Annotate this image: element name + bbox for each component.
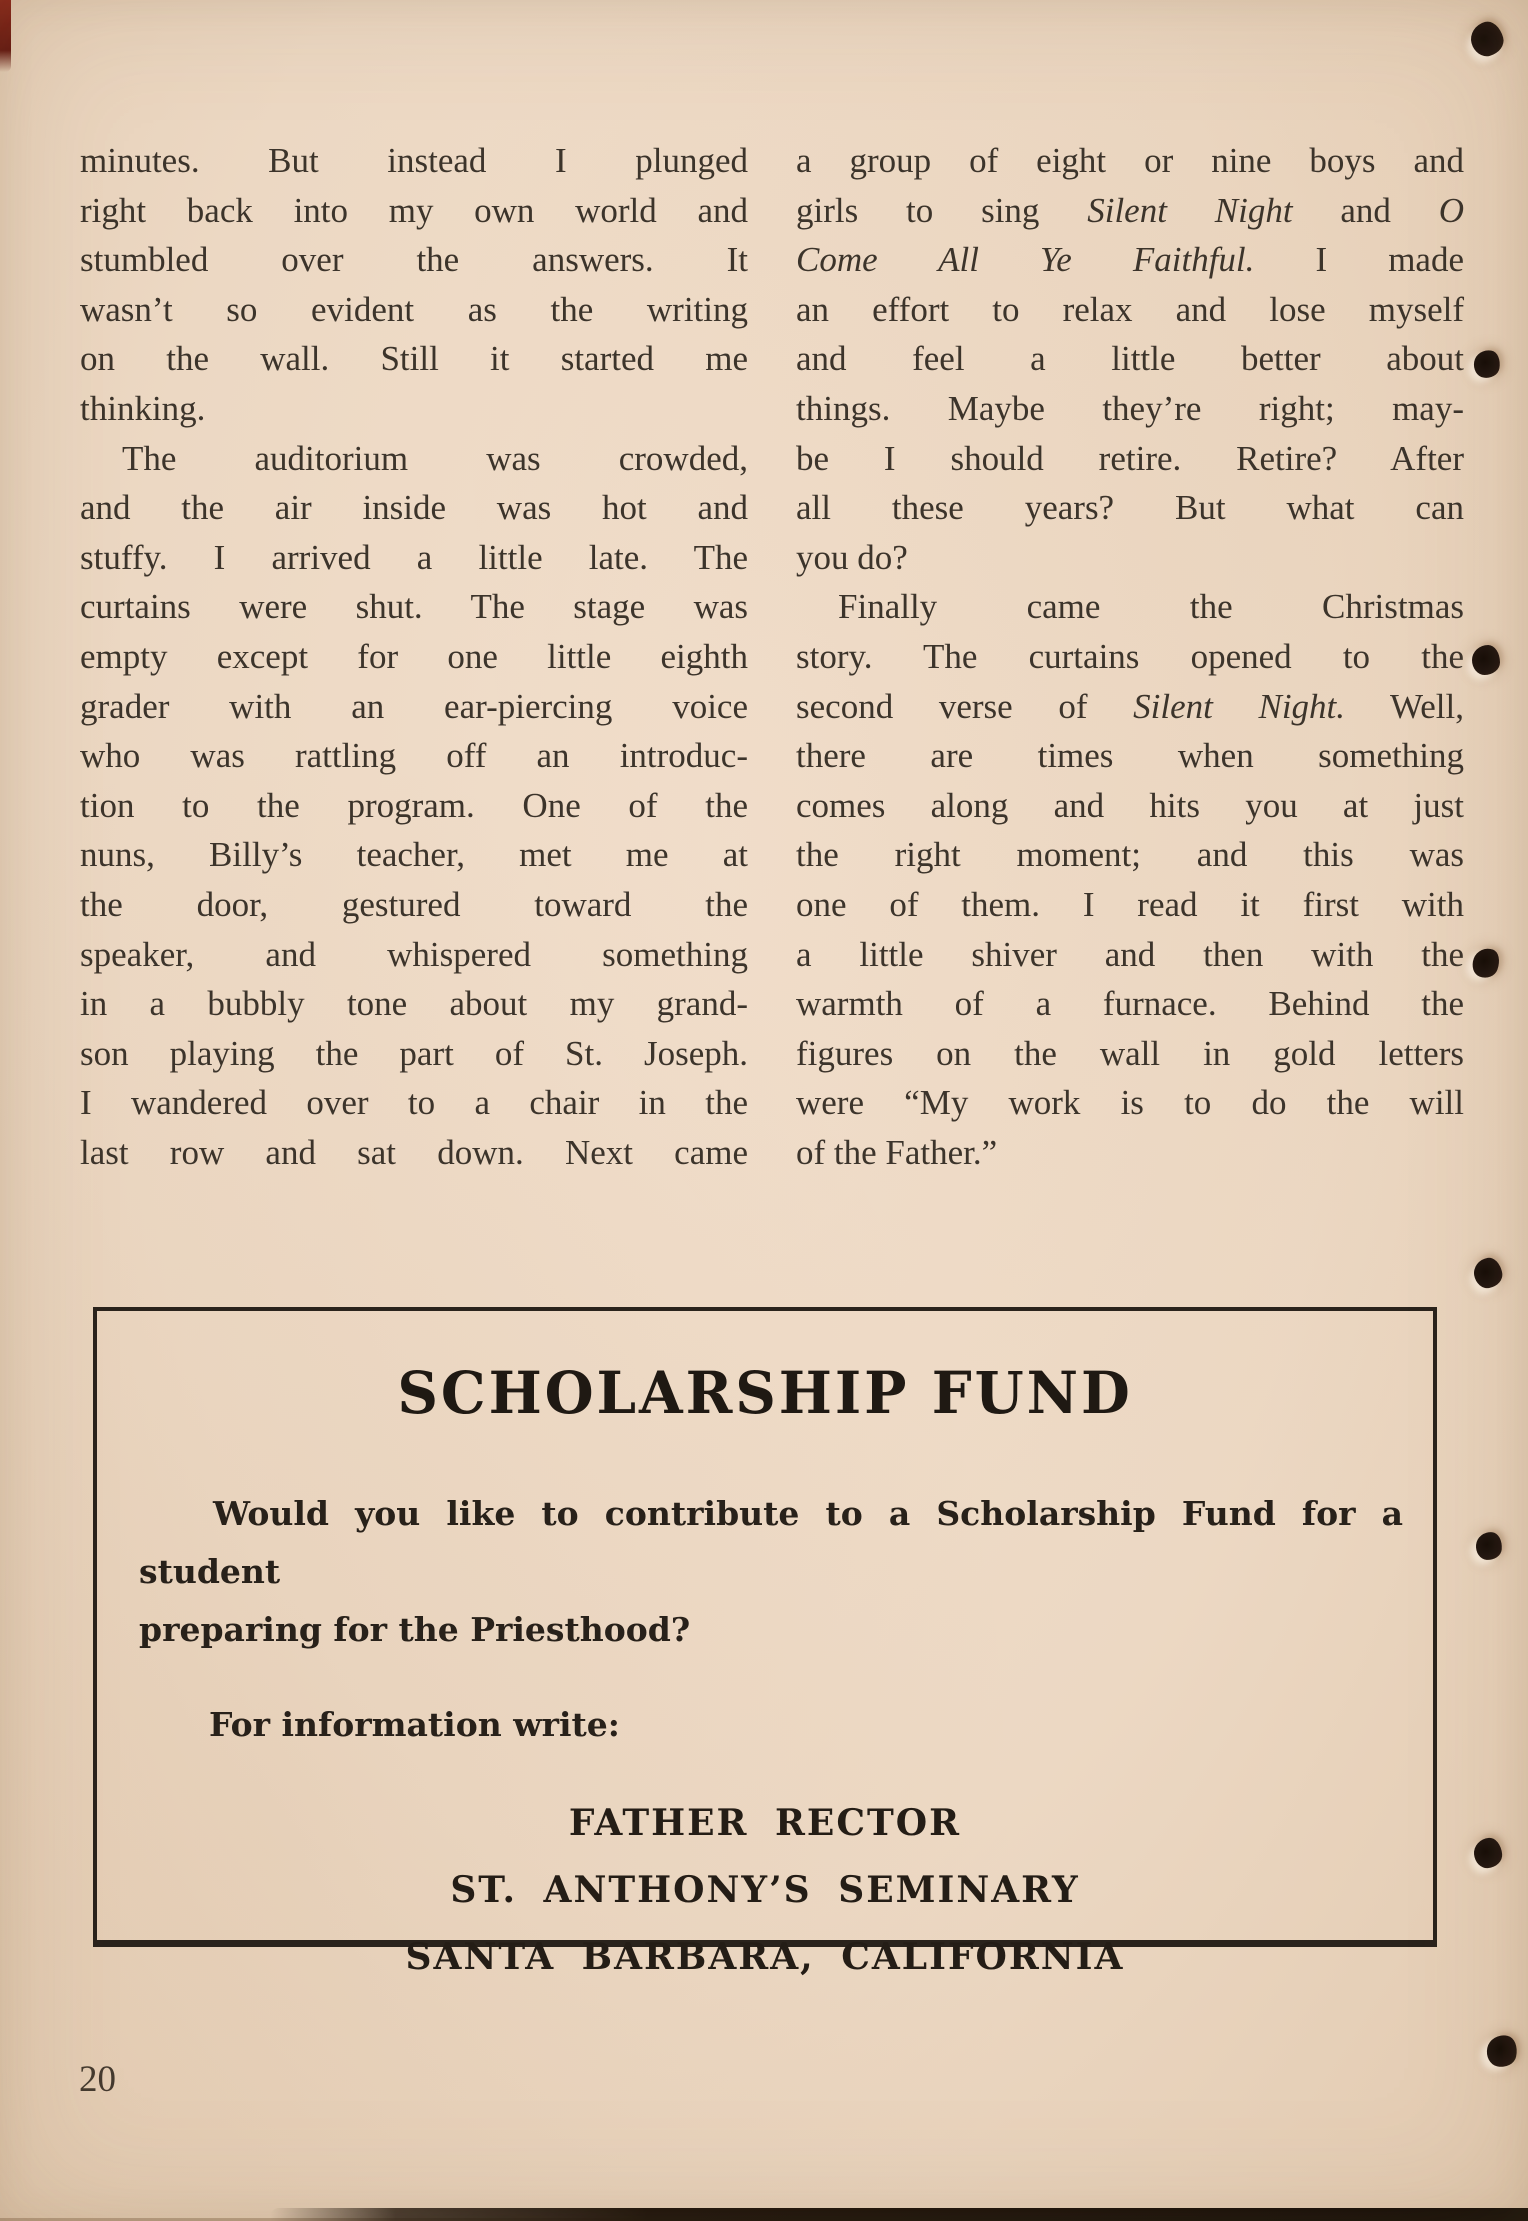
text-segment: second verse of (796, 686, 1134, 726)
italic-text-segment: Silent Night. (1133, 686, 1346, 726)
text-segment: The auditorium was crowded, (122, 438, 748, 478)
text-segment: right back into my own world and (80, 190, 748, 230)
text-segment: the door, gestured toward the (80, 884, 748, 924)
text-segment: wasn’t so evident as the writing (80, 289, 748, 329)
text-segment: and feel a little better about (796, 339, 1464, 379)
ad-address-city: SANTA BARBARA, CALIFORNIA (405, 1936, 1125, 1978)
ad-address-block (97, 1790, 1433, 1991)
text-line (796, 533, 1464, 583)
text-line (80, 285, 748, 335)
text-line (796, 334, 1464, 384)
italic-text-segment: O (1438, 190, 1464, 230)
text-line (796, 1029, 1464, 1079)
text-line (80, 483, 748, 533)
text-segment: and (1292, 190, 1439, 230)
ad-info-label: For information write: (209, 1705, 620, 1744)
text-line (796, 483, 1464, 533)
text-line (796, 384, 1464, 434)
article-column-right (796, 136, 1464, 1177)
binding-hole-mark (1472, 1256, 1505, 1290)
text-segment: a group of eight or nine boys and (796, 141, 1464, 180)
scan-edge-artifact (0, 0, 11, 72)
text-line (796, 781, 1464, 831)
binding-hole-mark (1469, 944, 1504, 981)
text-line (80, 781, 748, 831)
text-line (796, 582, 1464, 632)
text-segment: the right moment; and this was (796, 835, 1464, 875)
text-segment: I wandered over to a chair in the (80, 1083, 748, 1123)
text-segment: minutes. But instead I plunged (80, 141, 748, 180)
text-segment: of the Father.” (796, 1132, 998, 1172)
ad-address-seminary: ST. ANTHONY’S SEMINARY (450, 1869, 1080, 1911)
italic-text-segment: Come All Ye Faithful. (796, 240, 1255, 280)
text-segment: on the wall. Still it started me (80, 339, 748, 379)
text-line (796, 731, 1464, 781)
text-line (796, 930, 1464, 980)
text-line (80, 682, 748, 732)
text-segment: preparing for the Priesthood? (139, 1610, 691, 1649)
text-line (80, 434, 748, 484)
text-line (796, 186, 1464, 236)
text-segment: be I should retire. Retire? After (796, 438, 1464, 478)
text-line (80, 533, 748, 583)
text-line (796, 136, 1464, 186)
binding-hole-mark (1472, 645, 1500, 675)
italic-text-segment: Silent Night (1087, 190, 1293, 230)
text-line (796, 830, 1464, 880)
text-segment: son playing the part of St. Joseph. (80, 1033, 748, 1073)
scholarship-ad-box (93, 1307, 1437, 1978)
text-segment: warmth of a furnace. Behind the (796, 984, 1464, 1024)
text-segment: all these years? But what can (796, 488, 1464, 528)
text-line (80, 1078, 748, 1128)
text-line (796, 632, 1464, 682)
text-line (80, 731, 748, 781)
binding-hole-mark (1484, 2032, 1520, 2070)
text-line (796, 235, 1464, 285)
text-segment: Finally came the Christmas (838, 587, 1464, 627)
text-segment: were “My work is to do the will (796, 1083, 1464, 1123)
text-line (80, 930, 748, 980)
text-segment: things. Maybe they’re right; may- (796, 388, 1464, 428)
text-line (80, 384, 748, 434)
text-line (80, 136, 748, 186)
text-segment: in a bubbly tone about my grand- (80, 984, 748, 1024)
text-segment: who was rattling off an introduc- (80, 736, 748, 776)
text-segment: figures on the wall in gold letters (796, 1033, 1464, 1073)
text-line (80, 334, 748, 384)
text-segment: there are times when something (796, 736, 1464, 776)
text-line (796, 880, 1464, 930)
page-number: 20 (79, 2059, 116, 2100)
binding-hole-mark (1472, 348, 1502, 380)
text-line (796, 1078, 1464, 1128)
text-segment: I made (1254, 240, 1464, 280)
binding-hole-mark (1467, 18, 1507, 59)
text-segment: a little shiver and then with the (796, 934, 1464, 974)
text-segment: tion to the program. One of the (80, 785, 748, 825)
ad-address-name: FATHER RECTOR (568, 1802, 962, 1844)
text-line (796, 1128, 1464, 1178)
scan-bottom-shadow (270, 2208, 1528, 2221)
text-segment: and the air inside was hot and (80, 488, 748, 528)
text-line (80, 582, 748, 632)
text-line (80, 186, 748, 236)
text-line (80, 632, 748, 682)
text-segment: empty except for one little eighth (80, 636, 748, 676)
text-segment: story. The curtains opened to the (796, 636, 1464, 676)
article-column-left (80, 136, 748, 1177)
binding-hole-mark (1475, 1531, 1503, 1561)
text-segment: an effort to relax and lose myself (796, 289, 1464, 329)
text-line (796, 285, 1464, 335)
text-segment: grader with an ear-piercing voice (80, 686, 748, 726)
text-segment: you do? (796, 537, 908, 577)
text-segment: one of them. I read it first with (796, 884, 1464, 924)
text-line (80, 235, 748, 285)
text-line (80, 880, 748, 930)
text-line (796, 682, 1464, 732)
text-segment: comes along and hits you at just (796, 785, 1464, 825)
text-segment: Well, (1345, 686, 1464, 726)
text-line (80, 1029, 748, 1079)
text-line (80, 979, 748, 1029)
text-line (139, 1485, 1403, 1601)
binding-hole-mark (1473, 1837, 1504, 1869)
text-line (139, 1601, 1403, 1659)
text-line (796, 434, 1464, 484)
text-segment: speaker, and whispered something (80, 934, 748, 974)
ad-question (97, 1485, 1433, 1659)
text-segment: thinking. (80, 388, 206, 428)
text-segment: last row and sat down. Next came (80, 1132, 748, 1172)
text-segment: curtains were shut. The stage was (80, 587, 748, 627)
text-line (80, 830, 748, 880)
ad-title: SCHOLARSHIP FUND (397, 1359, 1133, 1427)
text-line (80, 1128, 748, 1178)
text-segment: stuffy. I arrived a little late. The (80, 537, 748, 577)
text-line (796, 979, 1464, 1029)
text-segment: girls to sing (796, 190, 1088, 230)
text-segment: Would you like to contribute to a Scholarship Fund for a student (139, 1494, 1403, 1591)
text-segment: stumbled over the answers. It (80, 240, 748, 280)
text-segment: nuns, Billy’s teacher, met me at (80, 835, 748, 875)
